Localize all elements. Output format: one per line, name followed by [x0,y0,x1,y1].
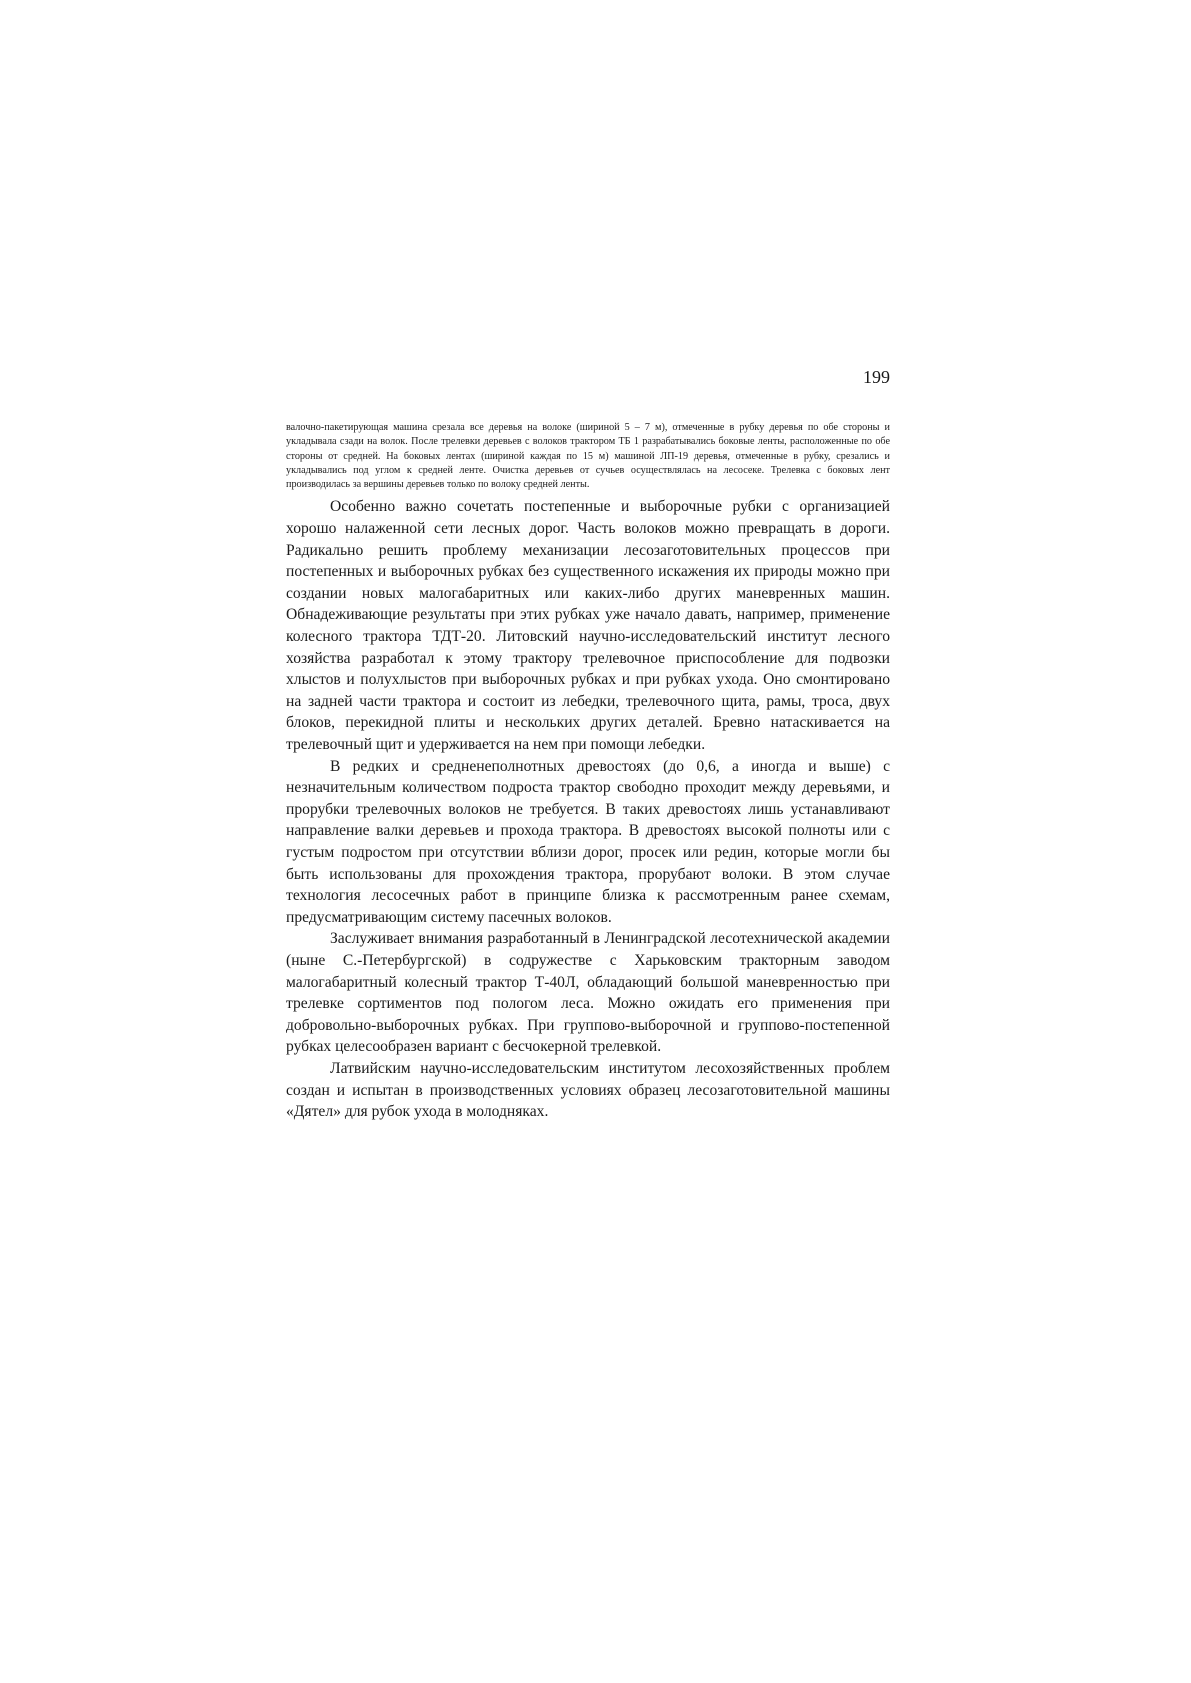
body-paragraph-4: Латвийским научно-исследовательским институтом лесохозяйственных проблем создан и испытан в производственных условиях образец лесозаготовительной машины «Дятел» для рубок ухода в молодняках. [286,1059,890,1121]
body-paragraph-1: Особенно важно сочетать постепенные и выборочные рубки с организацией хорошо налаженной сети лесных дорог. Часть волоков можно превращать в дороги. Радикально решить проблему механизации лесозаготовительных процессов при постепенных и выборочных рубках без существенного искажения их природы можно при создании новых малогабаритных или каких-либо других маневренных машин. Обнадеживающие результаты при этих рубках уже начало давать, например, применение колесного трактора ТДТ-20. Литовский научно-исследовательский институт лесного хозяйства разработал к этому трактору трелевочное приспособление для подвозки хлыстов и полухлыстов при выборочных рубках и при рубках ухода. Оно смонтировано на задней части трактора и состоит из лебедки, трелевочного щита, рамы, троса, двух блоков, перекидной плиты и нескольких других деталей. Бревно натаскивается на трелевочный щит и удерживается на нем при помощи лебедки. [286,498,890,754]
body-paragraph-3: Заслуживает внимания разработанный в Ленинградской лесотехнической академии (ныне С.-Петербургской) в содружестве с Харьковским тракторным заводом малогабаритный колесный трактор Т-40Л, обладающий большой маневренностью при трелевке сортиментов под пологом леса. Можно ожидать его применения при добровольно-выборочных рубках. При группово-выборочной и группово-постепенной рубках целесообразен вариант с бесчокерной трелевкой. [286,930,890,1056]
note-paragraph: валочно-пакетирующая машина срезала все деревья на волоке (шириной 5 – 7 м), отмеченные в рубку деревья по обе стороны и укладывала сзади на волок. После трелевки деревьев с волоков трактором ТБ 1 разрабатывались боковые ленты, расположенные по обе стороны от средней. На боковых лентах (шириной каждая по 15 м) машиной ЛП-19 деревья, отмеченные в рубку, срезались и укладывались под углом к средней ленте. Очистка деревьев от сучьев осуществлялась на лесосеке. Трелевка с боковых лент производилась за вершины деревьев только по волоку средней ленты. [286,422,890,491]
body-paragraph-2: В редких и средненеполнотных древостоях (до 0,6, а иногда и выше) с незначительным количеством подроста трактор свободно проходит между деревьями, и прорубки трелевочных волоков не требуется. В таких древостоях лишь устанавливают направление валки деревьев и прохода трактора. В древостоях высокой полноты или с густым подростом при отсутствии вблизи дорог, просек или редин, которые могли бы быть использованы для прохождения трактора, прорубают волоки. В этом случае технология лесосечных работ в принципе близка к рассмотренным ранее схемам, предусматривающим систему пасечных волоков. [286,757,890,926]
text-block [286,421,890,1123]
page-number: 199 [863,367,890,387]
